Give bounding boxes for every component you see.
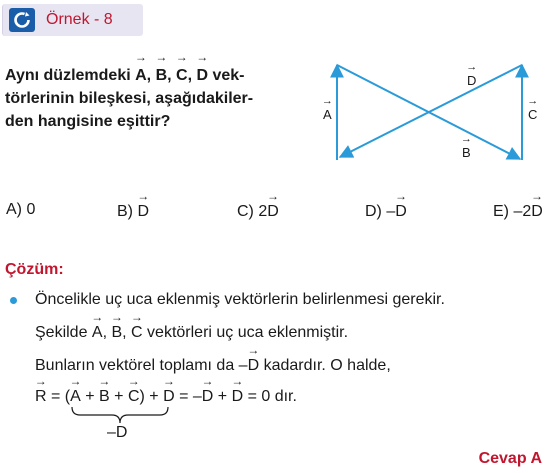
- example-tag: [2, 4, 143, 36]
- text-fragment: ,: [102, 324, 112, 341]
- vector-symbol: → B: [111, 322, 122, 342]
- text-fragment: = –: [174, 388, 202, 405]
- question-line-3: den hangisine eşittir?: [5, 113, 171, 130]
- text-fragment: C): [237, 203, 254, 220]
- text-fragment: 2: [258, 203, 268, 220]
- vector-symbol: → C: [528, 105, 537, 122]
- solution-line-3: [35, 355, 391, 375]
- vector-a: → A: [135, 62, 147, 87]
- vector-diagram: [315, 56, 545, 166]
- text-fragment: ,: [146, 67, 156, 84]
- example-title: Örnek - 8: [46, 11, 113, 28]
- solution-equation: [35, 386, 297, 406]
- arrow-d: [340, 65, 522, 157]
- text-fragment: vektörleri uç uca eklenmiştir.: [142, 324, 349, 341]
- vector-symbol: → C: [131, 322, 143, 342]
- underbrace-label: –D: [107, 424, 128, 441]
- vector-symbol: → D: [467, 71, 476, 88]
- vector-symbol: → C: [128, 386, 140, 406]
- underbrace: [70, 405, 170, 425]
- question-text: [5, 62, 305, 133]
- vector-symbol: → D: [531, 201, 543, 221]
- text-fragment: ,: [122, 324, 132, 341]
- option-b[interactable]: [117, 201, 149, 221]
- text-fragment: –2: [513, 203, 532, 220]
- solution-title: Çözüm:: [5, 261, 64, 278]
- text-fragment: +: [144, 388, 164, 405]
- text-fragment: vek-: [208, 67, 245, 84]
- figure-label-a: [323, 105, 332, 122]
- text-fragment: ,: [167, 67, 177, 84]
- vector-symbol: → A: [70, 386, 81, 406]
- vector-symbol: → B: [462, 143, 471, 160]
- text-fragment: A): [6, 201, 22, 218]
- vector-symbol: → D: [137, 201, 149, 221]
- question-line-2: törlerinin bileşkesi, aşağıdakiler-: [5, 90, 254, 107]
- bullet-icon: [10, 297, 17, 304]
- vector-figure: [315, 56, 545, 171]
- solution-line-2: [35, 322, 348, 342]
- vector-symbol: → D: [232, 386, 244, 406]
- vector-symbol: → D: [163, 386, 175, 406]
- figure-label-c: [528, 105, 537, 122]
- vector-symbol: → A: [323, 105, 332, 122]
- figure-label-b: [462, 143, 471, 160]
- text-fragment: –: [386, 203, 396, 220]
- text-fragment: kadardır. O halde,: [259, 357, 391, 374]
- vector-symbol: → A: [92, 322, 103, 342]
- vector-c: → C: [176, 62, 188, 87]
- option-c[interactable]: [237, 201, 279, 221]
- answer-label: Cevap A: [478, 450, 542, 467]
- refresh-icon: [9, 8, 35, 32]
- text-fragment: +: [80, 388, 100, 405]
- vector-symbol: → R: [35, 386, 47, 406]
- text-fragment: ,: [187, 67, 197, 84]
- solution-line-1: Öncelikle uç uca eklenmiş vektörlerin belirlenmesi gerekir.: [35, 291, 445, 308]
- text-fragment: ): [139, 388, 145, 405]
- vector-symbol: → D: [202, 386, 214, 406]
- text-fragment: +: [109, 388, 128, 405]
- vector-symbol: → D: [395, 201, 407, 221]
- option-e[interactable]: [493, 201, 543, 221]
- vector-d: → D: [196, 62, 208, 87]
- vector-symbol: → D: [267, 201, 279, 221]
- text-fragment: Bunların vektörel toplamı da –: [35, 357, 248, 374]
- text-fragment: B): [117, 203, 133, 220]
- figure-label-d: [467, 71, 476, 88]
- vector-symbol: → D: [248, 355, 260, 375]
- option-d[interactable]: [365, 201, 407, 221]
- text-fragment: D): [365, 203, 382, 220]
- text-fragment: = 0 dır.: [243, 388, 297, 405]
- vector-symbol: → B: [99, 386, 110, 406]
- text-fragment: = (: [46, 388, 71, 405]
- text-fragment: Aynı düzlemdeki: [5, 67, 136, 84]
- option-a[interactable]: [6, 201, 35, 219]
- text-fragment: Şekilde: [35, 324, 92, 341]
- text-fragment: E): [493, 203, 509, 220]
- text-fragment: 0: [26, 201, 36, 218]
- vector-b: → B: [156, 62, 168, 87]
- text-fragment: +: [213, 388, 232, 405]
- question-line-1: [5, 62, 305, 87]
